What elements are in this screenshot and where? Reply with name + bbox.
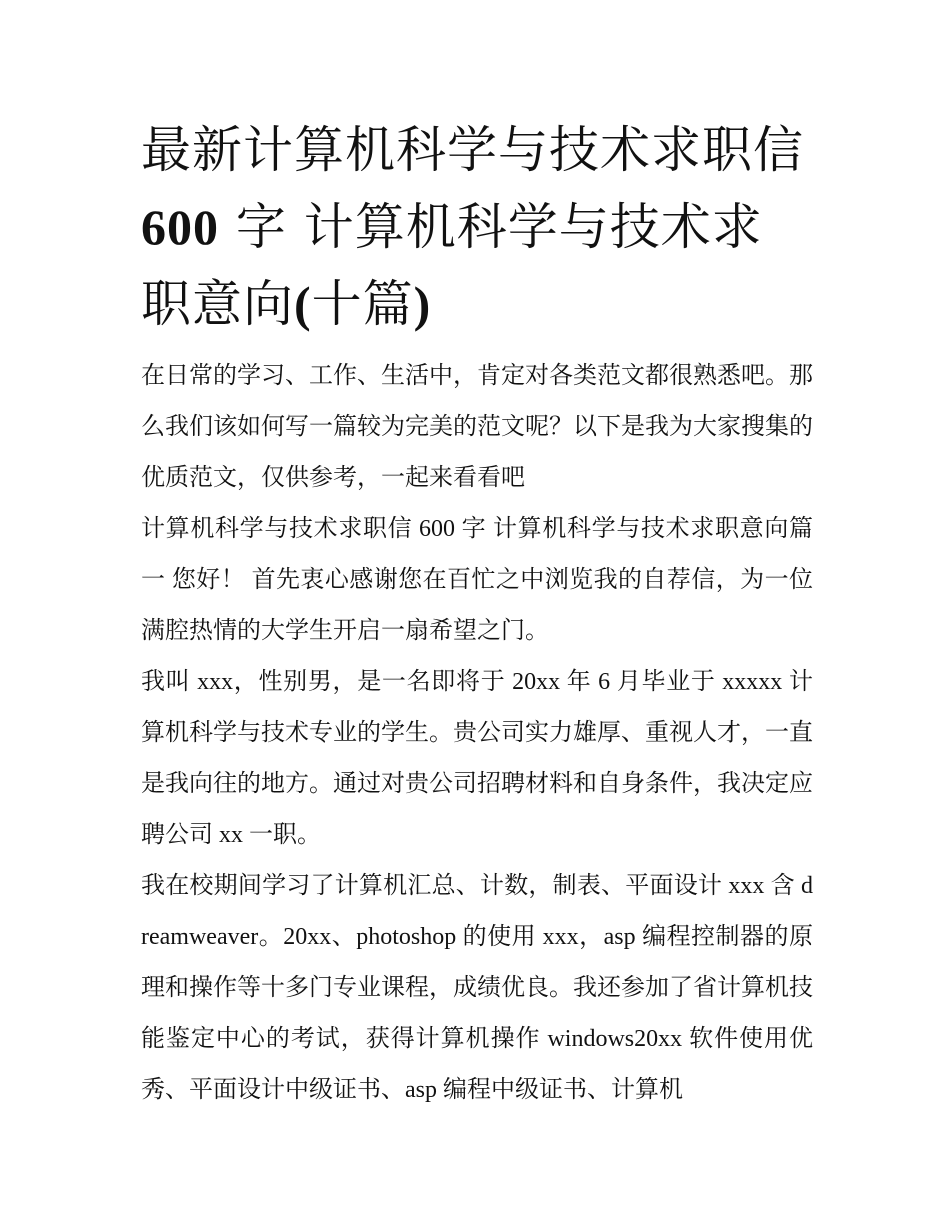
document-page <box>141 112 813 1116</box>
title-paren-open: ( <box>294 276 312 332</box>
document-title <box>141 112 813 343</box>
paragraph-self-intro: 我叫 xxx，性别男，是一名即将于 20xx 年 6 月毕业于 xxxxx 计算机科学与技术专业的学生。贵公司实力雄厚、重视人才，一直是我向往的地方。通过对贵公司招聘材料和自身条件，我决定应聘公司 xx 一职。 <box>141 669 813 848</box>
title-part-2: 字 计算机科学与技术求职意向 <box>141 198 763 333</box>
title-part-1: 最新计算机科学与技术求职信 <box>141 121 804 179</box>
document-body <box>141 351 813 1116</box>
paragraph-skills: 我在校期间学习了计算机汇总、计数，制表、平面设计 xxx 含 dreamweaver。20xx、photoshop 的使用 xxx，asp 编程控制器的原理和操作等十多门专业课程，成绩优良。我还参加了省计算机技能鉴定中心的考试，获得计算机操作 windows20xx 软件使用优秀、平面设计中级证书、asp 编程中级证书、计算机 <box>141 873 813 1103</box>
title-part-3: 十篇 <box>311 275 414 333</box>
title-number: 600 <box>141 199 219 255</box>
paragraph-intro: 在日常的学习、工作、生活中，肯定对各类范文都很熟悉吧。那么我们该如何写一篇较为完美的范文呢？以下是我为大家搜集的优质范文，仅供参考，一起来看看吧 <box>141 363 813 491</box>
title-paren-close: ) <box>413 276 432 332</box>
paragraph-greeting: 计算机科学与技术求职信 600 字 计算机科学与技术求职意向篇一 您好！ 首先衷心感谢您在百忙之中浏览我的自荐信，为一位满腔热情的大学生开启一扇希望之门。 <box>141 516 813 644</box>
